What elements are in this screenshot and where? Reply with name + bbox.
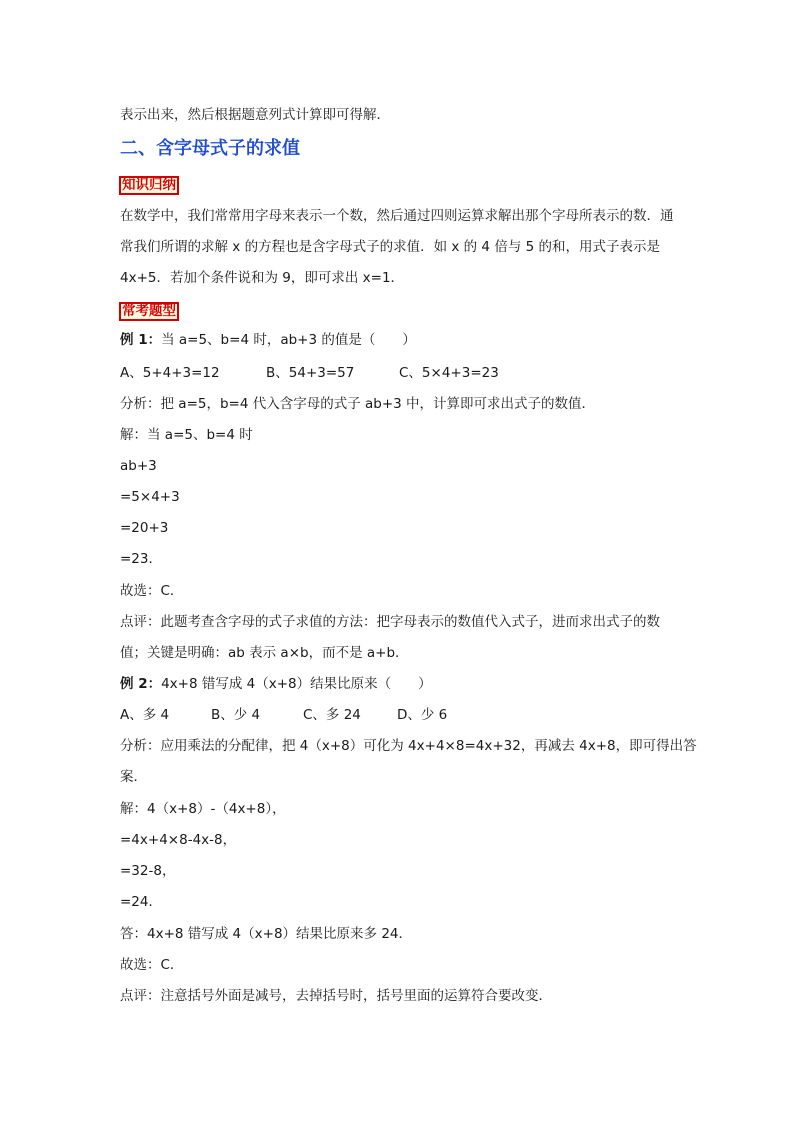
example-1-option-a: A、5+4+3=12 [120, 365, 220, 381]
example-1-solution-line: 解：当 a=5、b=4 时 [120, 427, 253, 443]
example-2-question [120, 676, 432, 692]
example-1-label: 例 1： [120, 332, 162, 348]
example-2-solution-line: =32-8， [120, 863, 176, 879]
example-1-option-b: B、54+3=57 [266, 365, 355, 381]
paragraph-line: 4x+5．若加个条件说和为 9，即可求出 x=1． [120, 270, 405, 286]
example-1-comment: 点评：此题考查含字母的式子求值的方法：把字母表示的数值代入式子，进而求出式子的数 [120, 614, 660, 630]
example-2-text: 4x+8 错写成 4（x+8）结果比原来（ ） [161, 676, 432, 692]
example-1-choice: 故选：C． [120, 583, 184, 599]
example-1-comment: 值；关键是明确：ab 表示 a×b，而不是 a+b． [120, 645, 409, 661]
example-1-solution-line: =5×4+3 [120, 489, 180, 505]
common-question-type-tag: 常考题型 [119, 302, 179, 321]
example-2-answer: 答：4x+8 错写成 4（x+8）结果比原来多 24． [120, 926, 413, 942]
example-1-solution-line: =23． [120, 551, 162, 567]
example-2-choice: 故选：C． [120, 957, 184, 973]
example-2-solution-line: 解：4（x+8）-（4x+8）， [120, 801, 286, 817]
example-2-label: 例 2： [120, 676, 162, 692]
example-2-option-b: B、少 4 [211, 707, 261, 723]
example-2-comment: 点评：注意括号外面是减号，去掉括号时，括号里面的运算符合要改变． [120, 988, 552, 1004]
intro-continuation-text: 表示出来，然后根据题意列式计算即可得解． [120, 107, 390, 123]
example-1-analysis: 分析：把 a=5，b=4 代入含字母的式子 ab+3 中，计算即可求出式子的数值． [120, 396, 596, 412]
paragraph-line: 在数学中，我们常常用字母来表示一个数，然后通过四则运算求解出那个字母所表示的数．通 [120, 208, 674, 224]
paragraph-line: 常我们所谓的求解 x 的方程也是含字母式子的求值．如 x 的 4 倍与 5 的和，用式子表示是 [120, 239, 660, 255]
example-2-solution-line: =24． [120, 894, 162, 910]
example-1-option-c: C、5×4+3=23 [399, 365, 499, 381]
knowledge-summary-tag: 知识归纳 [119, 176, 179, 195]
example-2-option-a: A、多 4 [120, 707, 170, 723]
example-2-analysis: 分析：应用乘法的分配律，把 4（x+8）可化为 4x+4×8=4x+32，再减去 4x+8，即可得出答 [120, 738, 697, 754]
example-2-analysis: 案． [120, 769, 147, 785]
example-2-option-d: D、少 6 [397, 707, 448, 723]
section-heading: 二、含字母式子的求值 [120, 138, 300, 159]
example-1-question [120, 332, 416, 348]
example-1-solution-line: =20+3 [120, 520, 169, 536]
example-1-solution-line: ab+3 [120, 458, 157, 474]
example-2-solution-line: =4x+4×8-4x-8， [120, 832, 237, 848]
example-1-text: 当 a=5、b=4 时，ab+3 的值是（ ） [161, 332, 416, 348]
example-2-option-c: C、多 24 [303, 707, 361, 723]
